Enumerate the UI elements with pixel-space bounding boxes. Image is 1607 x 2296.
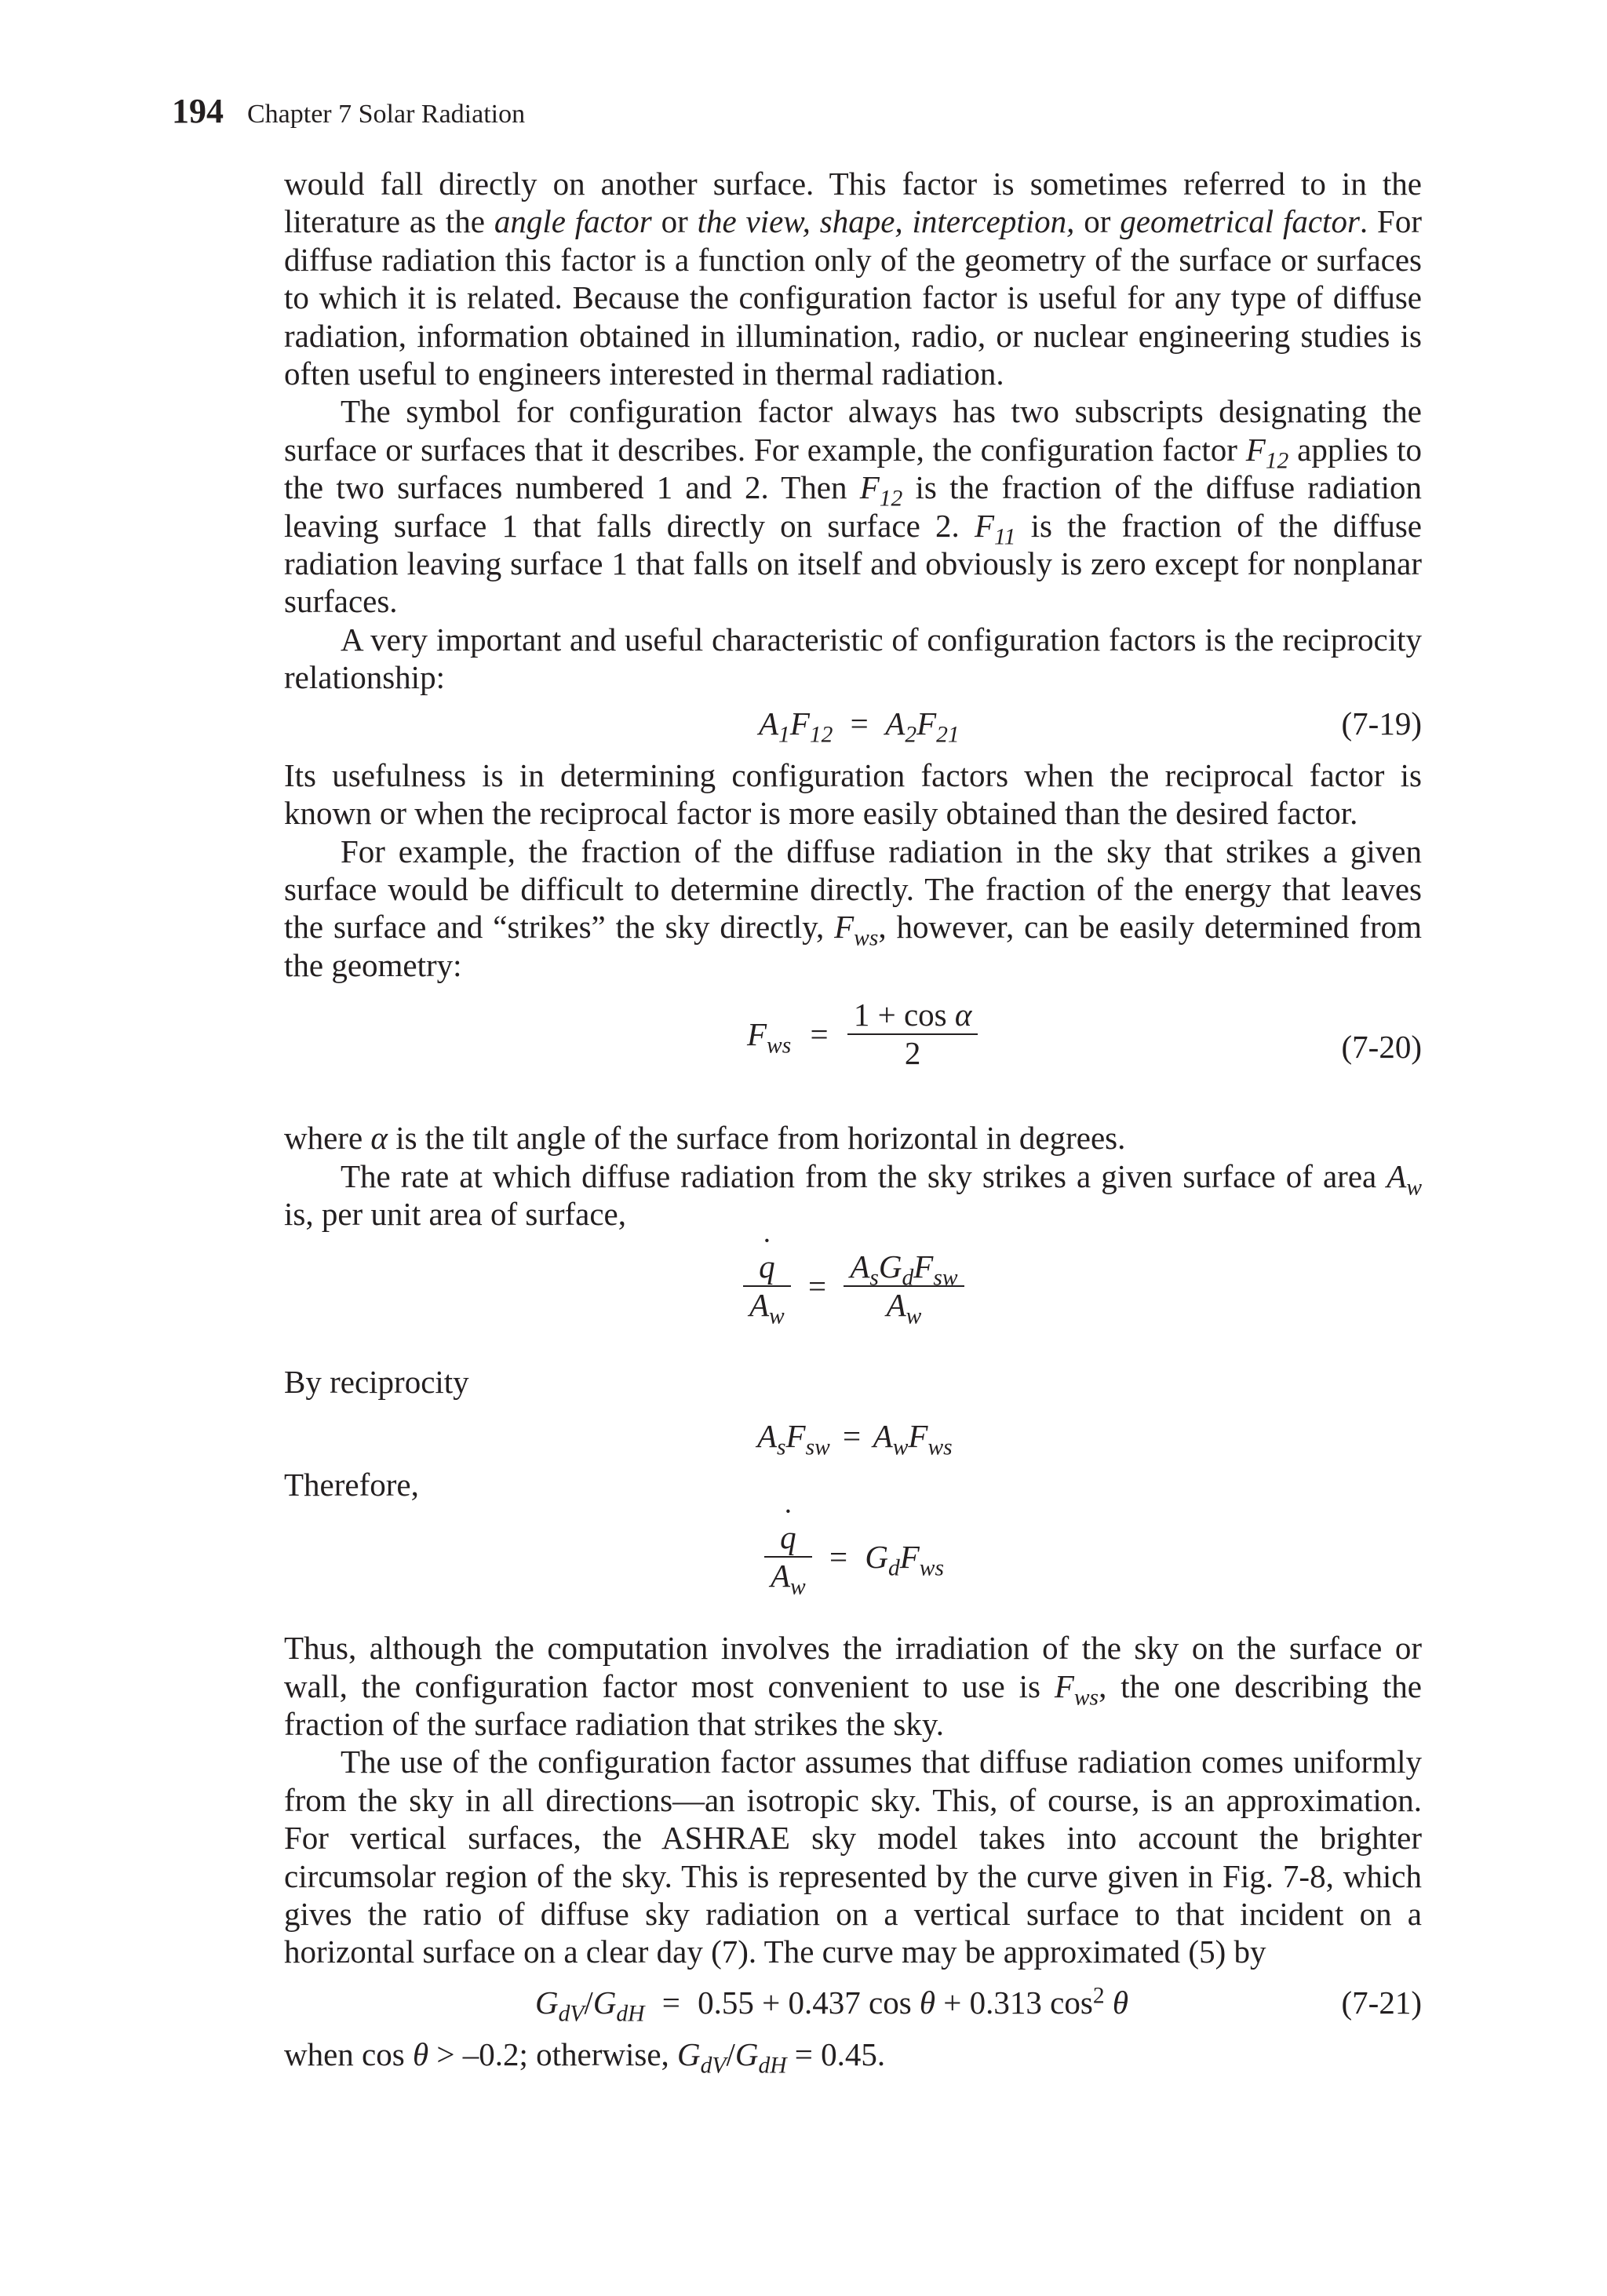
paragraph-rate: The rate at which diffuse radiation from the sky strikes a given surface of area $A_w$ is, per unit area of surface, xyxy=(284,1157,1422,1232)
equation-7-20: $F_{ws}$ = $\frac{\text{1 + cos α}}{2}$ (7-20) xyxy=(747,997,1422,1072)
paragraph-condition: when cos θ > –0.2; otherwise, $G_{dV}/G_{dH} = 0.45$. xyxy=(284,2035,886,2079)
chapter-title: Chapter 7 Solar Radiation xyxy=(247,100,526,129)
body-text xyxy=(284,165,1422,2079)
equation-number: (7-20) xyxy=(1341,1029,1422,1066)
symbol-fws: $F_{ws}$ xyxy=(1054,1667,1099,1710)
paragraph-sky-fraction: For example, the fraction of the diffuse radiation in the sky that strikes a given surface would be difficult to determine directly. The fraction of the energy that leaves the surface and “strikes” the sky directly, $F_{ws}$, however, can be easily determined from the geometry: xyxy=(284,833,1422,983)
symbol-fws: $F_{ws}$ xyxy=(834,909,879,951)
paragraph-isotropic-sky: The use of the configuration factor assumes that diffuse radiation comes uniformly from the sky in all directions—an isotropic sky. This, of course, is an approximation. For vertical surfaces, the ASHRAE sky model takes into account the brighter circumsolar region of the sky. This is represented by the curve given in Fig. 7-8, which gives the ratio of diffuse sky radiation on a vertical surface to that incident on a horizontal surface on a clear day (7). The curve may be approximated (5) by xyxy=(284,1744,1422,1970)
paragraph-configuration-factor-intro: would fall directly on another surface. This factor is sometimes referred to in the literature as the angle factor or the view, shape, interception, or geometrical factor. For diffuse radiation this factor is a function only of the geometry of the surface or surfaces to which it is related. Because the configuration factor is useful for any type of diffuse radiation, information obtained in illumination, radio, or nuclear engineering studies is often useful to engineers interested in thermal radiation. xyxy=(284,166,1422,392)
running-head xyxy=(172,88,525,135)
paragraph-thus: Thus, although the computation involves the irradiation of the sky on the surface or wall, the configuration factor most convenient to use is $F_{ws}$, the one describing the fraction of the surface radiation that strikes the sky. xyxy=(284,1630,1422,1742)
symbol-f12: $F_{12}$ xyxy=(859,469,903,512)
paragraph-tilt-angle: where α is the tilt angle of the surface from horizontal in degrees. xyxy=(284,1120,1126,1157)
page-number: 194 xyxy=(172,92,224,130)
equation-rate: ˙ $\frac{q}{A_w}$ = $\frac{A_sG_dF_{sw}}{A_w}$ xyxy=(284,1248,1422,1363)
paragraph-reciprocity: A very important and useful characteristic of configuration factors is the reciprocity relationship: xyxy=(284,621,1422,696)
equation-number: (7-21) xyxy=(1341,1984,1422,2021)
equation-result: ˙ $\frac{q}{A_w}$ = $G_dF_{ws}$ xyxy=(284,1519,1422,1629)
equation-7-19: $A_1F_{12} = A_2F_{21}$ (7-19) xyxy=(284,697,1422,750)
symbol-f12: $F_{12}$ xyxy=(1245,431,1289,474)
equation-reciprocity-sky: $A_sF_{sw} = A_wF_{ws}$ xyxy=(757,1417,953,1460)
paragraph-usefulness: Its usefulness is in determining configuration factors when the reciprocal factor is known or when the reciprocal factor is more easily obtained than the desired factor. xyxy=(284,756,1422,832)
paragraph-therefore: Therefore, xyxy=(284,1466,419,1503)
symbol-aw: $A_w$ xyxy=(1387,1157,1422,1200)
equation-number: (7-19) xyxy=(1341,705,1422,742)
equation-7-21: $G_{dV}/G_{dH} = 0.55 + 0.437$ cos θ + 0.313 $\cos^2 \theta$ (7-21) xyxy=(284,1976,1422,2029)
symbol-f11: $F_{11}$ xyxy=(974,507,1016,550)
paragraph-subscripts: The symbol for configuration factor always has two subscripts designating the surface or surfaces that it describes. For example, the configuration factor $F_{12}$ applies to the two surfaces numbered 1 and 2. Then $F_{12}$ is the fraction of the diffuse radiation leaving surface 1 that falls directly on surface 2. $F_{11}$ is the fraction of the diffuse radiation leaving surface 1 that falls on itself and obviously is zero except for nonplanar surfaces. xyxy=(284,393,1422,620)
paragraph-by-reciprocity: By reciprocity xyxy=(284,1364,469,1401)
